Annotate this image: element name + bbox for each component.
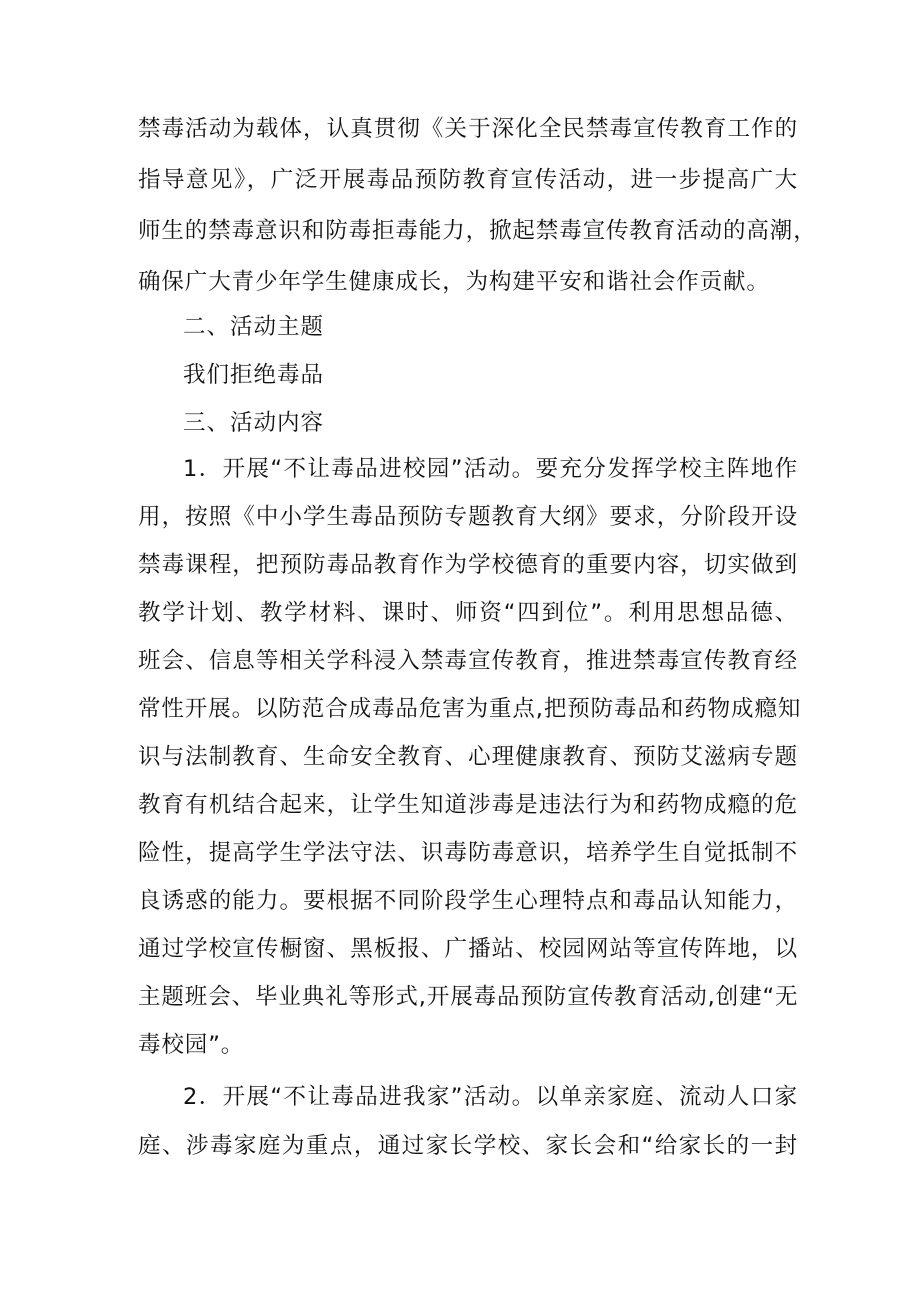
item-1-line: 主题班会、毕业典礼等形式,开展毒品预防宣传教育活动,创建“无 <box>138 984 799 1010</box>
item-2-line: 2．开展“不让毒品进我家”活动。以单亲家庭、流动人口家 <box>183 1084 798 1110</box>
item-1-line: 1．开展“不让毒品进校园”活动。要充分发挥学校主阵地作 <box>183 456 798 482</box>
item-1-line: 班会、信息等相关学科浸入禁毒宣传教育，推进禁毒宣传教育经 <box>138 648 798 674</box>
section-heading-content: 三、活动内容 <box>183 410 325 436</box>
paragraph-line: 禁毒活动为载体，认真贯彻《关于深化全民禁毒宣传教育工作的 <box>138 116 798 142</box>
paragraph-line: 确保广大青少年学生健康成长，为构建平安和谐社会作贡献。 <box>138 269 770 295</box>
section-heading-theme: 二、活动主题 <box>183 314 325 340</box>
item-1-line: 用，按照《中小学生毒品预防专题教育大纲》要求，分阶段开设 <box>138 504 798 530</box>
item-2-line: 庭、涉毒家庭为重点，通过家长学校、家长会和“给家长的一封 <box>138 1133 798 1159</box>
item-1-line: 教学计划、教学材料、课时、师资“四到位”。利用思想品德、 <box>138 600 798 626</box>
item-1-line: 识与法制教育、生命安全教育、心理健康教育、预防艾滋病专题 <box>138 744 798 770</box>
theme-text: 我们拒绝毒品 <box>183 362 325 388</box>
item-1-line: 教育有机结合起来，让学生知道涉毒是违法行为和药物成瘾的危 <box>138 792 798 818</box>
item-1-line: 良诱惑的能力。要根据不同阶段学生心理特点和毒品认知能力， <box>138 888 798 914</box>
item-1-line: 毒校园”。 <box>138 1032 245 1058</box>
item-1-line: 通过学校宣传橱窗、黑板报、广播站、校园网站等宣传阵地，以 <box>138 936 798 962</box>
item-1-line: 禁毒课程，把预防毒品教育作为学校德育的重要内容，切实做到 <box>138 552 798 578</box>
item-1-line: 险性，提高学生学法守法、识毒防毒意识，培养学生自觉抵制不 <box>138 840 798 866</box>
paragraph-line: 师生的禁毒意识和防毒拒毒能力，掀起禁毒宣传教育活动的高潮， <box>138 218 817 244</box>
paragraph-line: 指导意见》，广泛开展毒品预防教育宣传活动，进一步提高广大 <box>138 167 798 193</box>
item-1-line: 常性开展。以防范合成毒品危害为重点,把预防毒品和药物成瘾知 <box>138 696 802 722</box>
